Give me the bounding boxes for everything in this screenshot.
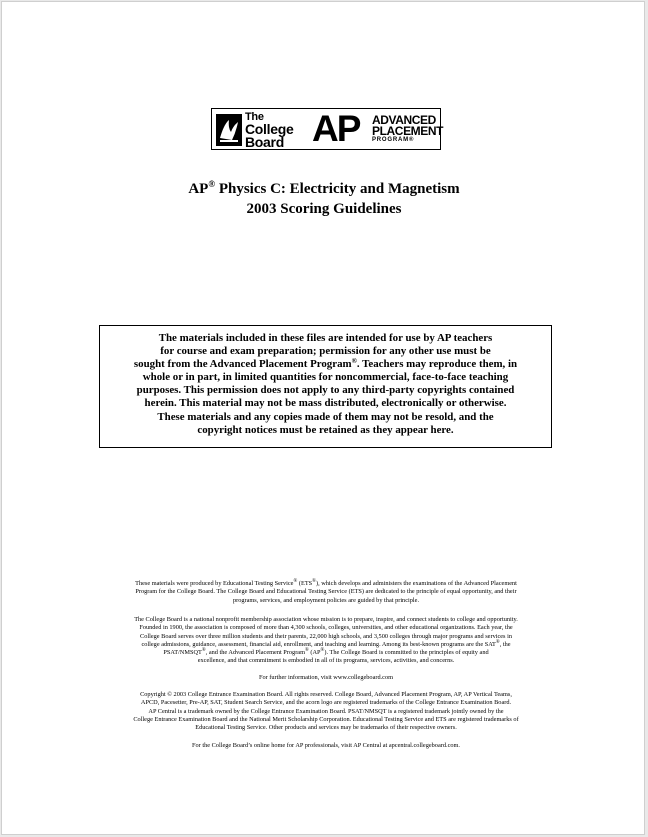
ap-program-wordmark [372, 115, 443, 144]
document-title [2, 179, 646, 219]
title-prefix: AP [188, 181, 209, 197]
ap-central-line: For the College Board’s online home for AP professionals, visit AP Central at apcentral.collegeboard.com. [192, 742, 460, 749]
logo-banner [211, 108, 444, 150]
logo-text-advanced: ADVANCED [372, 113, 436, 127]
logo-reg-mark: ® [408, 137, 415, 143]
fine-line: AP Central is a trademark owned by the College Entrance Examination Board. PSAT/NMSQT is a registered trademark jointly owned by the [148, 707, 504, 715]
fine-line: College Entrance Examination Board and the National Merit Scholarship Corporation. Educational Testing Service and ETS are registered trademarks of [133, 715, 519, 723]
copyright-paragraph [102, 691, 550, 732]
notice-line: herein. This material may not be mass distributed, electronically or otherwise. [144, 397, 507, 410]
logo-text-college: College [245, 121, 294, 137]
fine-text: (ETS [297, 580, 313, 587]
fine-text: ). The College Board is committed to the principles of equity and [324, 649, 489, 657]
title-line-2: 2003 Scoring Guidelines [246, 201, 402, 217]
fine-line: Founded in 1900, the association is composed of more than 4,300 schools, colleges, universities, and other educational organizations. Each year, the [139, 624, 513, 632]
fine-line [102, 580, 550, 588]
college-board-logo [216, 112, 308, 148]
fine-line: Program for the College Board. The College Board and Educational Testing Service (ETS) are dedicated to the principle of equal opportunity, and their [135, 588, 517, 596]
fine-line: Copyright © 2003 College Entrance Examination Board. All rights reserved. College Board, Advanced Placement Program, AP, AP Vertical Teams, [140, 691, 512, 698]
fine-reg-mark: ® [495, 639, 500, 645]
title-subject: Physics C: Electricity and Magnetism [215, 181, 460, 197]
notice-line: The materials included in these files are intended for use by AP teachers [158, 332, 493, 344]
college-board-paragraph [102, 616, 550, 666]
notice-line [100, 358, 551, 371]
fine-text: , and the Advanced Placement Program [205, 649, 305, 657]
fine-line: College Board serves over three million students and their parents, 22,000 high schools, and 3,500 colleges through major programs and services in [140, 632, 512, 640]
title-reg-mark: ® [208, 179, 216, 189]
notice-line: These materials and any copies made of them may not be resold, and the [157, 410, 494, 423]
fine-reg-mark: ® [305, 648, 309, 654]
further-info-line: For further information, visit www.collegeboard.com [258, 674, 394, 681]
notice-line: for course and exam preparation; permission for any other use must be [160, 345, 491, 358]
fine-reg-mark: ® [293, 579, 298, 584]
fine-line [102, 649, 550, 657]
notice-line: copyright notices must be retained as they appear here. [197, 423, 454, 436]
fine-reg-mark: ® [320, 648, 325, 654]
ap-logo-mark: AP [312, 108, 360, 149]
ets-paragraph [102, 580, 550, 605]
notice-text: sought from the Advanced Placement Program [133, 358, 352, 371]
logo-text-program [372, 137, 443, 144]
logo-text-program-word: PROGRAM [372, 137, 409, 143]
fine-reg-mark: ® [201, 648, 206, 654]
logo-text-placement: PLACEMENT [372, 124, 444, 138]
notice-line: whole or in part, in limited quantities for noncommercial, face-to-face teaching [142, 371, 509, 384]
notice-line: purposes. This permission does not apply to any third-party copyrights contained [136, 384, 515, 397]
fine-reg-mark: ® [312, 579, 316, 584]
acorn-emblem-icon [216, 114, 242, 146]
fine-text: These materials were produced by Educational Testing Service [135, 580, 294, 587]
fine-line: programs, services, and employment policies are guided by that principle. [232, 596, 420, 604]
fine-text: PSAT/NMSQT [163, 649, 202, 657]
fine-line: excellence, and that commitment is embodied in all of its programs, services, activities, and concerns. [197, 657, 455, 665]
fine-text: (AP [308, 649, 321, 657]
title-line-1 [2, 179, 646, 199]
fine-line: APCD, Pacesetter, Pre-AP, SAT, Student Search Service, and the acorn logo are registered trademarks of the College Entrance Examination Board. [140, 699, 512, 707]
fine-line [102, 641, 550, 649]
fine-text: , the [499, 640, 511, 648]
fine-line: The College Board is a national nonprofit membership association whose mission is to prepare, inspire, and connect students to college and opportunity. [134, 616, 518, 623]
document-page [1, 1, 645, 835]
college-board-wordmark [245, 112, 293, 148]
logo-text-board: Board [245, 134, 284, 150]
fine-text: ), which develops and administers the examinations of the Advanced Placement [315, 580, 517, 587]
fine-text: college admissions, guidance, assessment, financial aid, enrollment, and teaching and learning. Among its best-known programs are the SAT [141, 640, 496, 648]
notice-text: . Teachers may reproduce them, in [356, 358, 518, 371]
fine-line: Educational Testing Service. Other products and services may be trademarks of their respective owners. [195, 724, 457, 732]
logo-text-the: The [245, 111, 264, 123]
notice-reg-mark: ® [351, 357, 357, 366]
usage-notice-box [99, 325, 552, 448]
